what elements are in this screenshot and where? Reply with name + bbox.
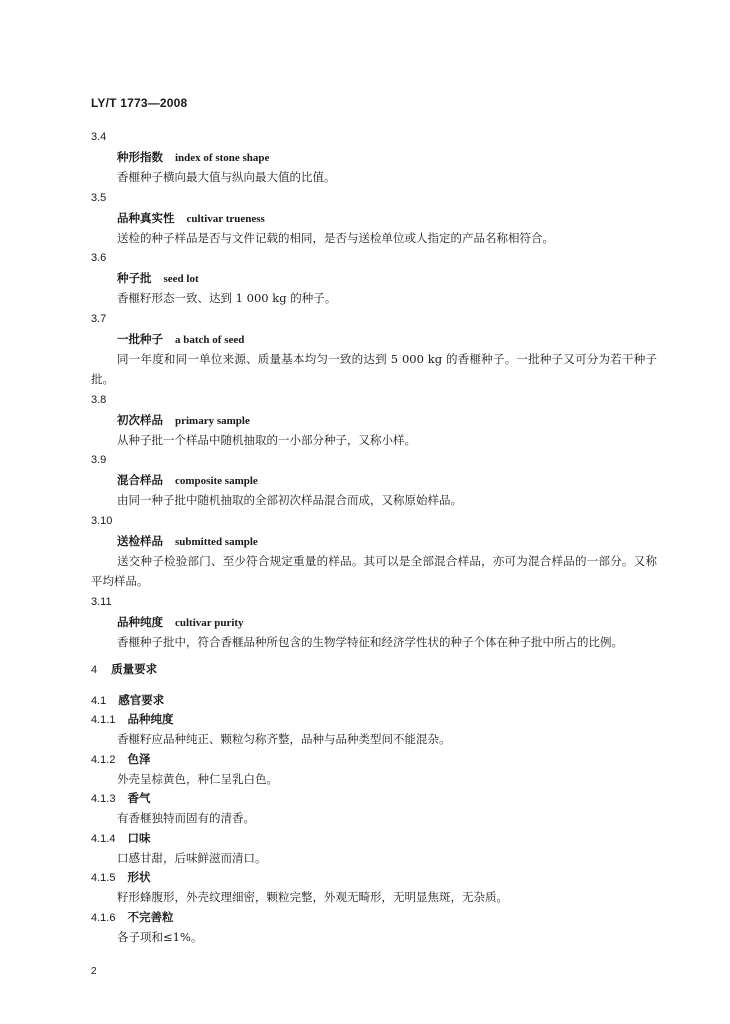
term-definition: 送检的种子样品是否与文件记载的相同，是否与送检单位或人指定的产品名称相符合。 — [117, 230, 554, 245]
term-heading — [117, 612, 657, 632]
requirement-text: 各子项和≤1%。 — [117, 929, 203, 944]
requirement-heading — [91, 908, 657, 927]
term-zh: 送检样品 — [117, 533, 163, 548]
term-en: composite sample — [175, 475, 258, 487]
term-heading — [117, 147, 657, 167]
clause-number: 3.8 — [91, 393, 107, 406]
term-zh: 品种真实性 — [117, 210, 175, 225]
requirement-number: 4.1.2 — [91, 753, 116, 766]
section-title: 质量要求 — [111, 662, 158, 676]
requirement-text: 香榧籽应品种纯正、颗粒匀称齐整，品种与品种类型间不能混杂。 — [117, 732, 451, 746]
term-heading — [117, 410, 657, 430]
term-en: submitted sample — [175, 535, 258, 548]
requirement-number: 4.1.3 — [91, 793, 116, 805]
clause-number: 3.4 — [91, 131, 107, 143]
term-zh: 品种纯度 — [117, 614, 163, 629]
term-zh: 混合样品 — [117, 473, 163, 487]
term-definition: 从种子批一个样品中随机抽取的一小部分种子，又称小样。 — [117, 432, 416, 447]
requirement-text: 外壳呈棕黄色，种仁呈乳白色。 — [117, 771, 278, 786]
term-en: seed lot — [163, 273, 199, 285]
subsection-number: 4.1 — [91, 695, 107, 707]
clause-number: 3.5 — [91, 191, 107, 204]
term-definition: 香榧种子横向最大值与纵向最大值的比值。 — [117, 170, 336, 184]
term-zh: 初次样品 — [117, 412, 163, 427]
subsection-title: 感官要求 — [118, 693, 165, 707]
clause-number: 3.11 — [91, 595, 112, 608]
standard-code-header: LY/T 1773—2008 — [91, 96, 188, 110]
clause-number: 3.6 — [91, 252, 107, 264]
term-heading — [117, 208, 657, 228]
subsection-heading — [91, 691, 657, 710]
term-en: a batch of seed — [175, 333, 245, 346]
term-en: cultivar purity — [175, 616, 244, 629]
term-heading — [117, 470, 657, 490]
clause-number: 3.10 — [91, 514, 113, 527]
term-definition: 送交种子检验部门、至少符合规定重量的样品。其可以是全部混合样品，亦可为混合样品的一部分。又称平均样品。 — [91, 553, 657, 588]
clause-number: 3.9 — [91, 454, 107, 466]
requirement-heading — [91, 710, 657, 729]
requirement-number: 4.1.4 — [91, 832, 116, 845]
requirement-text: 口感甘甜，后味鲜滋而清口。 — [117, 850, 267, 865]
requirement-title: 色泽 — [127, 751, 151, 766]
requirement-text: 籽形蜂腹形，外壳纹理细密，颗粒完整，外观无畸形，无明显焦斑，无杂质。 — [117, 890, 508, 904]
requirement-text: 有香榧独特而固有的清香。 — [117, 811, 255, 825]
requirement-title: 不完善粒 — [127, 909, 174, 924]
term-en: index of stone shape — [175, 152, 270, 164]
term-definition: 香榧籽形态一致、达到 1 000 kg 的种子。 — [117, 291, 337, 305]
requirement-heading — [91, 868, 657, 887]
term-heading — [117, 268, 657, 288]
requirement-title: 香气 — [127, 791, 151, 805]
clause-number: 3.7 — [91, 312, 107, 325]
term-en: cultivar trueness — [186, 212, 265, 225]
requirement-heading — [91, 829, 657, 848]
term-zh: 一批种子 — [117, 331, 163, 346]
requirement-number: 4.1.1 — [91, 714, 116, 726]
requirement-title: 口味 — [127, 830, 151, 845]
term-zh: 种形指数 — [117, 150, 163, 164]
requirement-title: 形状 — [127, 870, 151, 884]
term-heading — [117, 329, 657, 349]
requirement-number: 4.1.6 — [91, 911, 116, 924]
term-zh: 种子批 — [117, 271, 152, 285]
document-body — [91, 128, 657, 947]
section-number: 4 — [91, 664, 98, 676]
page-number: 2 — [91, 966, 97, 977]
term-definition: 同一年度和同一单位来源、质量基本均匀一致的达到 5 000 kg 的香榧种子。一批种子又可分为若干种子批。 — [91, 351, 657, 386]
requirement-title: 品种纯度 — [127, 712, 174, 726]
requirement-heading — [91, 750, 657, 769]
requirement-heading — [91, 789, 657, 808]
term-definition: 由同一种子批中随机抽取的全部初次样品混合而成，又称原始样品。 — [117, 493, 462, 507]
requirement-number: 4.1.5 — [91, 872, 116, 884]
section-heading — [91, 659, 657, 679]
term-definition: 香榧种子批中，符合香榧品种所包含的生物学特征和经济学性状的种子个体在种子批中所占的比例。 — [117, 634, 623, 649]
term-en: primary sample — [175, 414, 250, 427]
term-heading — [117, 531, 657, 551]
